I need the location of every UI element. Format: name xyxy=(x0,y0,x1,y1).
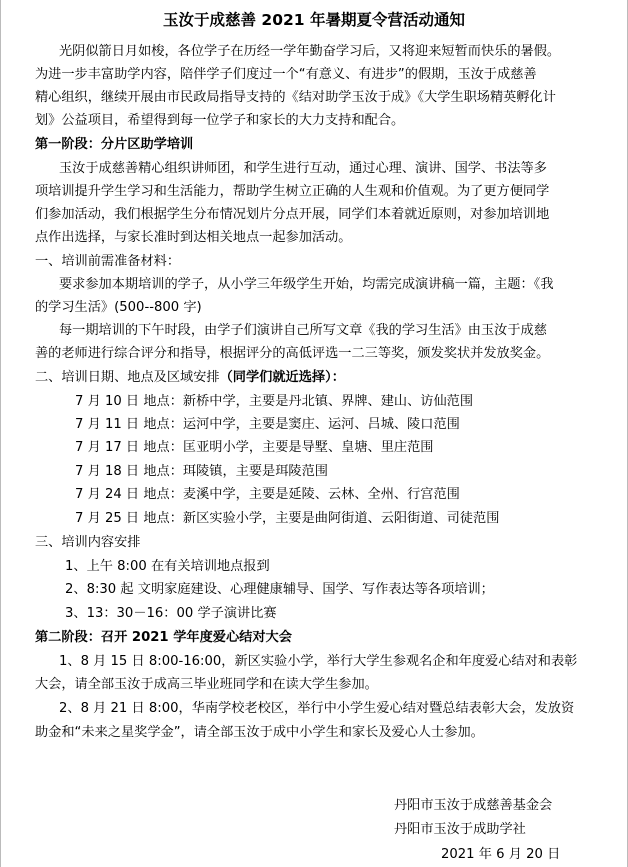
intro-line-1: 光阴似箭日月如梭，各位学子在历经一学年勤奋学习后，又将迎来短暂而快乐的暑假。 xyxy=(59,44,561,59)
schedule-text: 地点：运河中学，主要是窦庄、运河、吕城、陵口范围 xyxy=(143,417,460,432)
signature-org-2: 丹阳市玉汝于成助学社 xyxy=(394,822,526,837)
schedule-text: 地点：麦溪中学，主要是延陵、云林、全州、行宫范围 xyxy=(143,487,460,502)
phase1-heading: 第一阶段：分片区助学培训 xyxy=(35,137,194,152)
schedule-date: 7 月 25 日 xyxy=(75,511,140,526)
phase2-line-2: 大会，请全部玉汝于成高三毕业班同学和在读大学生参加。 xyxy=(35,677,378,692)
schedule-row xyxy=(75,393,473,411)
schedule-row xyxy=(75,439,433,457)
section2-heading-text: 二、培训日期、地点及区域安排 xyxy=(35,370,220,385)
schedule-date: 7 月 11 日 xyxy=(75,417,140,432)
section3-item-3: 3、13：30－16：00 学子演讲比赛 xyxy=(65,606,277,621)
schedule-date: 7 月 18 日 xyxy=(75,464,140,479)
schedule-row xyxy=(75,463,328,481)
document-title: 玉汝于成慈善 2021 年暑期夏令营活动通知 xyxy=(163,11,465,29)
section1-heading: 一、培训前需准备材料： xyxy=(35,254,181,269)
signature-date: 2021 年 6 月 20 日 xyxy=(441,847,561,862)
intro-line-3: 精心组织，继续开展由市民政局指导支持的《结对助学玉汝于成》《大学生职场精英孵化计 xyxy=(35,90,556,105)
section1-line-4: 善的老师进行综合评分和指导，根据评分的高低评选一二三等奖，颁发奖状并发放奖金。 xyxy=(35,346,550,361)
section2-heading-bold: （同学们就近选择）： xyxy=(219,370,345,385)
section3-item-2: 2、8:30 起 文明家庭建设、心理健康辅导、国学、写作表达等各项培训； xyxy=(65,582,494,597)
phase1-para-line-1: 玉汝于成慈善精心组织讲师团，和学生进行互动，通过心理、演讲、国学、书法等多 xyxy=(59,161,547,176)
phase2-line-1: 1、8 月 15 日 8:00-16:00，新区实验小学，举行大学生参观名企和年度爱心结对和表彰 xyxy=(59,654,578,669)
page-left-border xyxy=(0,0,1,867)
section1-line-1: 要求参加本期培训的学子，从小学三年级学生开始，均需完成演讲稿一篇，主题：《我 xyxy=(59,277,554,292)
schedule-row xyxy=(75,416,460,434)
schedule-row xyxy=(75,486,460,504)
schedule-row xyxy=(75,510,499,528)
schedule-date: 7 月 24 日 xyxy=(75,487,140,502)
schedule-date: 7 月 10 日 xyxy=(75,394,140,409)
section2-heading xyxy=(35,369,345,387)
section3-heading: 三、培训内容安排 xyxy=(35,535,141,550)
section1-line-3: 每一期培训的下午时段，由学子们演讲自己所写文章《我的学习生活》由玉汝于成慈 xyxy=(59,323,547,338)
phase2-line-4: 助金和“未来之星奖学金”，请全部玉汝于成中小学生和家长及爱心人士参加。 xyxy=(35,725,484,740)
section1-line-2: 的学习生活》(500--800 字) xyxy=(35,300,202,315)
section3-item-1: 1、上午 8:00 在有关培训地点报到 xyxy=(65,559,270,574)
schedule-text: 地点：珥陵镇，主要是珥陵范围 xyxy=(143,464,328,479)
intro-line-4: 划》公益项目，希望得到每一位学子和家长的大力支持和配合。 xyxy=(35,113,405,128)
schedule-text: 地点：匡亚明小学，主要是导墅、皇塘、里庄范围 xyxy=(143,440,434,455)
schedule-date: 7 月 17 日 xyxy=(75,440,140,455)
phase1-para-line-3: 们参加活动，我们根据学生分布情况划片分点开展，同学们本着就近原则，对参加培训地 xyxy=(35,207,550,222)
phase1-para-line-4: 点作出选择，与家长准时到达相关地点一起参加活动。 xyxy=(35,230,352,245)
schedule-text: 地点：新区实验小学，主要是曲阿街道、云阳街道、司徒范围 xyxy=(143,511,500,526)
signature-org-1: 丹阳市玉汝于成慈善基金会 xyxy=(394,798,553,813)
phase1-para-line-2: 项培训提升学生学习和生活能力，帮助学生树立正确的人生观和价值观。为了更方便同学 xyxy=(35,184,550,199)
schedule-text: 地点：新桥中学，主要是丹北镇、界牌、建山、访仙范围 xyxy=(143,394,474,409)
intro-line-2: 为进一步丰富助学内容，陪伴学子们度过一个“有意义、有进步”的假期，玉汝于成慈善 xyxy=(35,67,537,82)
phase2-heading: 第二阶段：召开 2021 学年度爱心结对大会 xyxy=(35,630,292,645)
phase2-line-3: 2、8 月 21 日 8:00，华南学校老校区，举行中小学生爱心结对暨总结表彰大会，发放资 xyxy=(59,701,575,716)
